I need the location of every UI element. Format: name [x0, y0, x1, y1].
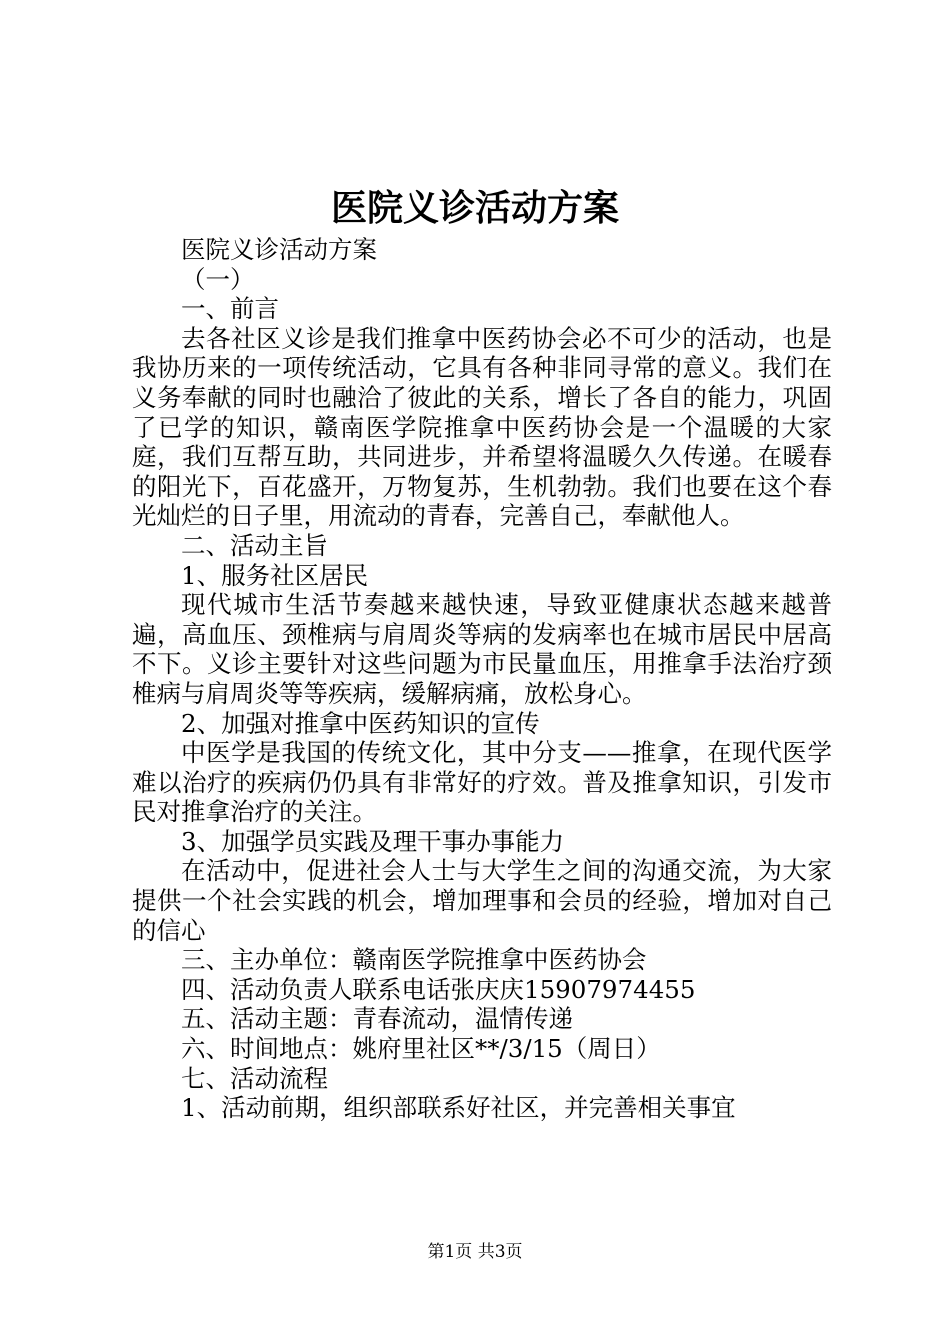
item-organizer: 三、主办单位：赣南医学院推拿中医药协会 [181, 945, 647, 975]
subheading-practice-ability: 3、加强学员实践及理干事办事能力 [181, 826, 565, 856]
paragraph-preface: 去各社区义诊是我们推拿中医药协会必不可少的活动，也是我协历来的一项传统活动，它具有各种非同寻常的意义。我们在义务奉献的同时也融洽了彼此的关系，增长了各自的能力，巩固了已学的知识，赣南医学院推拿中医药协会是一个温暖的大家庭，我们互帮互助，共同进步，并希望将温暖久久传递。在暖春的阳光下，百花盛开，万物复苏，生机勃勃。我们也要在这个春光灿烂的日子里，用流动的青春，完善自己，奉献他人。 [132, 323, 832, 531]
paragraph-serve-residents: 现代城市生活节奏越来越快速，导致亚健康状态越来越普遍，高血压、颈椎病与肩周炎等病的发病率也在城市居民中居高不下。义诊主要针对这些问题为市民量血压，用推拿手法治疗颈椎病与肩周炎等等疾病，缓解病痛，放松身心。 [132, 590, 832, 708]
document-body [132, 235, 832, 1123]
heading-process: 七、活动流程 [181, 1063, 328, 1093]
paragraph-practice-ability: 在活动中，促进社会人士与大学生之间的沟通交流，为大家提供一个社会实践的机会，增加理事和会员的经验，增加对自己的信心 [132, 856, 832, 945]
item-time-place: 六、时间地点：姚府里社区**/3/15（周日） [181, 1034, 661, 1064]
page-footer: 第1页 共3页 [427, 1242, 523, 1262]
paragraph-subtitle: 医院义诊活动方案 [181, 235, 377, 264]
heading-purpose: 二、活动主旨 [181, 530, 328, 560]
paragraph-part-one: （一） [181, 264, 255, 294]
subheading-serve-residents: 1、服务社区居民 [181, 560, 369, 590]
subheading-promote-knowledge: 2、加强对推拿中医药知识的宣传 [181, 708, 540, 738]
item-theme: 五、活动主题：青春流动，温情传递 [181, 1004, 573, 1034]
item-contact: 四、活动负责人联系电话张庆庆15907974455 [181, 974, 696, 1004]
item-process-step-1: 1、活动前期，组织部联系好社区，并完善相关事宜 [181, 1093, 736, 1123]
document-title: 医院义诊活动方案 [330, 187, 619, 229]
paragraph-promote-knowledge: 中医学是我国的传统文化，其中分支——推拿，在现代医学难以治疗的疾病仍仍具有非常好的疗效。普及推拿知识，引发市民对推拿治疗的关注。 [132, 738, 832, 827]
heading-preface: 一、前言 [181, 294, 279, 324]
